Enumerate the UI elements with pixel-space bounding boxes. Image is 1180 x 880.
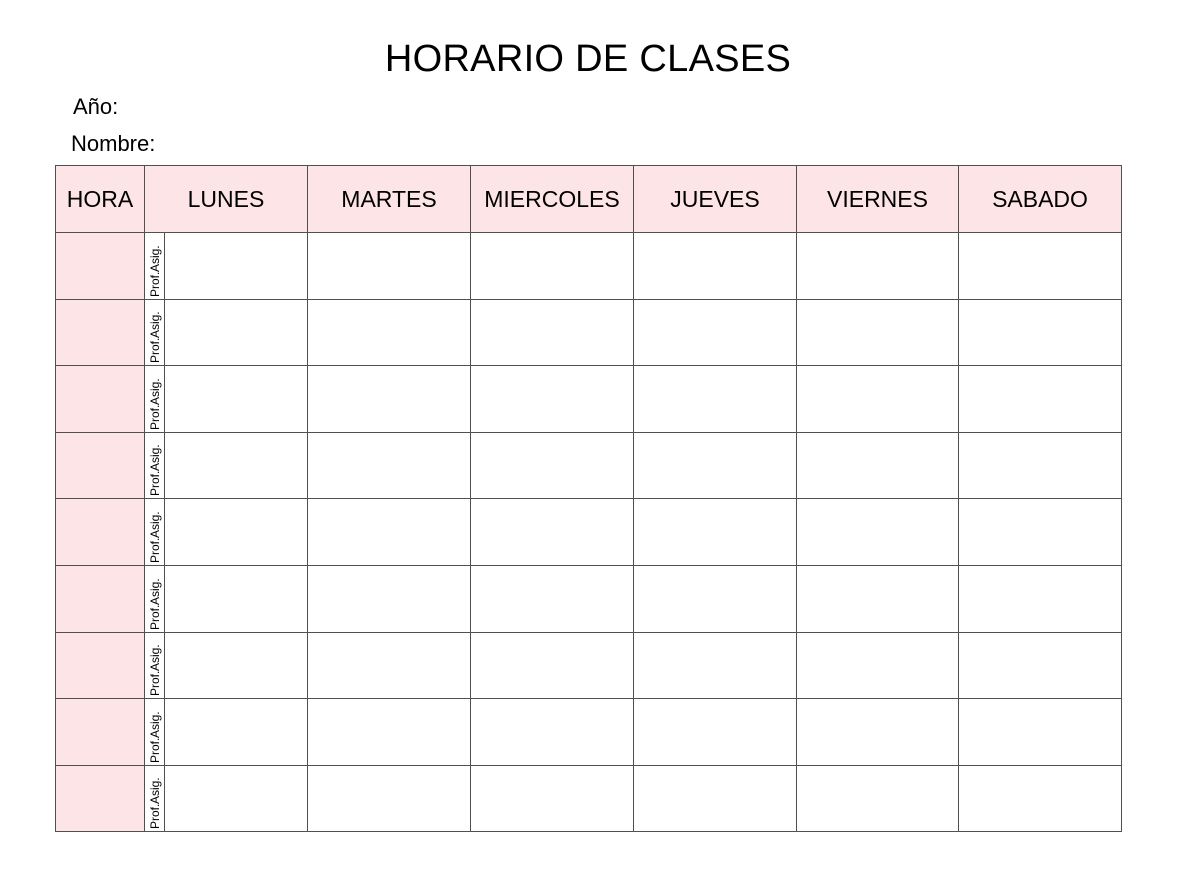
martes-cell[interactable] bbox=[308, 565, 471, 632]
prof-label: Prof. bbox=[148, 604, 162, 630]
sabado-cell[interactable] bbox=[959, 233, 1122, 300]
prof-label: Prof. bbox=[148, 271, 162, 297]
sabado-cell[interactable] bbox=[959, 299, 1122, 366]
schedule-row bbox=[56, 432, 1122, 499]
sabado-cell[interactable] bbox=[959, 699, 1122, 766]
sabado-cell[interactable] bbox=[959, 565, 1122, 632]
schedule-row bbox=[56, 233, 1122, 300]
miercoles-cell[interactable] bbox=[471, 765, 634, 832]
lunes-cell[interactable] bbox=[145, 432, 308, 499]
hour-cell[interactable] bbox=[56, 499, 145, 566]
miercoles-cell[interactable] bbox=[471, 299, 634, 366]
miercoles-cell[interactable] bbox=[471, 233, 634, 300]
header-martes: MARTES bbox=[308, 166, 471, 233]
prof-label: Prof. bbox=[148, 337, 162, 364]
hour-cell[interactable] bbox=[56, 632, 145, 699]
schedule-row bbox=[56, 299, 1122, 366]
martes-cell[interactable] bbox=[308, 632, 471, 699]
sabado-cell[interactable] bbox=[959, 366, 1122, 433]
martes-cell[interactable] bbox=[308, 299, 471, 366]
jueves-cell[interactable] bbox=[634, 632, 797, 699]
lunes-cell[interactable] bbox=[145, 765, 308, 832]
miercoles-cell[interactable] bbox=[471, 565, 634, 632]
asig-label: Asig. bbox=[148, 311, 162, 338]
jueves-cell[interactable] bbox=[634, 499, 797, 566]
header-miercoles: MIERCOLES bbox=[471, 166, 634, 233]
miercoles-cell[interactable] bbox=[471, 699, 634, 766]
miercoles-cell[interactable] bbox=[471, 499, 634, 566]
page-title: HORARIO DE CLASES bbox=[384, 38, 792, 80]
slot-label-strip bbox=[145, 566, 165, 632]
viernes-cell[interactable] bbox=[797, 233, 959, 300]
slot-label-strip bbox=[145, 233, 165, 299]
schedule-row bbox=[56, 632, 1122, 699]
hour-cell[interactable] bbox=[56, 432, 145, 499]
lunes-cell[interactable] bbox=[145, 366, 308, 433]
lunes-cell[interactable] bbox=[145, 565, 308, 632]
asig-label: Asig. bbox=[148, 577, 162, 605]
sabado-cell[interactable] bbox=[959, 765, 1122, 832]
hour-cell[interactable] bbox=[56, 366, 145, 433]
jueves-cell[interactable] bbox=[634, 565, 797, 632]
miercoles-cell[interactable] bbox=[471, 366, 634, 433]
schedule-row bbox=[56, 499, 1122, 566]
hour-cell[interactable] bbox=[56, 565, 145, 632]
slot-label-strip bbox=[145, 366, 165, 432]
martes-cell[interactable] bbox=[308, 366, 471, 433]
hour-cell[interactable] bbox=[56, 299, 145, 366]
viernes-cell[interactable] bbox=[797, 632, 959, 699]
prof-label: Prof. bbox=[148, 737, 162, 763]
sabado-cell[interactable] bbox=[959, 432, 1122, 499]
hour-cell[interactable] bbox=[56, 765, 145, 832]
slot-label-strip bbox=[145, 699, 165, 765]
asig-label: Asig. bbox=[148, 510, 162, 538]
header-lunes: LUNES bbox=[145, 166, 308, 233]
asig-label: Asig. bbox=[148, 644, 162, 671]
lunes-cell[interactable] bbox=[145, 699, 308, 766]
schedule-body bbox=[56, 233, 1122, 832]
schedule-row bbox=[56, 565, 1122, 632]
miercoles-cell[interactable] bbox=[471, 632, 634, 699]
slot-label-strip bbox=[145, 499, 165, 565]
slot-label-strip bbox=[145, 766, 165, 832]
prof-label: Prof. bbox=[148, 404, 162, 430]
martes-cell[interactable] bbox=[308, 233, 471, 300]
jueves-cell[interactable] bbox=[634, 699, 797, 766]
slot-label-strip bbox=[145, 300, 165, 366]
viernes-cell[interactable] bbox=[797, 366, 959, 433]
name-field-label: Nombre: bbox=[71, 131, 156, 156]
martes-cell[interactable] bbox=[308, 432, 471, 499]
viernes-cell[interactable] bbox=[797, 765, 959, 832]
header-jueves: JUEVES bbox=[634, 166, 797, 233]
viernes-cell[interactable] bbox=[797, 432, 959, 499]
schedule-row bbox=[56, 699, 1122, 766]
hour-cell[interactable] bbox=[56, 699, 145, 766]
schedule-row bbox=[56, 765, 1122, 832]
prof-label: Prof. bbox=[148, 471, 162, 497]
prof-label: Prof. bbox=[148, 804, 162, 830]
sabado-cell[interactable] bbox=[959, 499, 1122, 566]
lunes-cell[interactable] bbox=[145, 499, 308, 566]
header-hora: HORA bbox=[56, 166, 145, 233]
jueves-cell[interactable] bbox=[634, 765, 797, 832]
viernes-cell[interactable] bbox=[797, 499, 959, 566]
asig-label: Asig. bbox=[148, 777, 162, 804]
jueves-cell[interactable] bbox=[634, 366, 797, 433]
jueves-cell[interactable] bbox=[634, 299, 797, 366]
martes-cell[interactable] bbox=[308, 699, 471, 766]
sabado-cell[interactable] bbox=[959, 632, 1122, 699]
asig-label: Asig. bbox=[148, 377, 162, 405]
martes-cell[interactable] bbox=[308, 499, 471, 566]
lunes-cell[interactable] bbox=[145, 632, 308, 699]
asig-label: Asig. bbox=[148, 444, 162, 472]
martes-cell[interactable] bbox=[308, 765, 471, 832]
jueves-cell[interactable] bbox=[634, 233, 797, 300]
viernes-cell[interactable] bbox=[797, 299, 959, 366]
lunes-cell[interactable] bbox=[145, 299, 308, 366]
prof-label: Prof. bbox=[148, 670, 162, 697]
slot-label-strip bbox=[145, 433, 165, 499]
header-viernes: VIERNES bbox=[797, 166, 959, 233]
header-sabado: SABADO bbox=[959, 166, 1122, 233]
header-row bbox=[56, 166, 1122, 233]
viernes-cell[interactable] bbox=[797, 565, 959, 632]
slot-label-strip bbox=[145, 633, 165, 699]
schedule-table bbox=[55, 165, 1122, 832]
asig-label: Asig. bbox=[148, 244, 162, 272]
schedule-row bbox=[56, 366, 1122, 433]
asig-label: Asig. bbox=[148, 710, 162, 738]
hour-cell[interactable] bbox=[56, 233, 145, 300]
lunes-cell[interactable] bbox=[145, 233, 308, 300]
prof-label: Prof. bbox=[148, 537, 162, 563]
miercoles-cell[interactable] bbox=[471, 432, 634, 499]
viernes-cell[interactable] bbox=[797, 699, 959, 766]
jueves-cell[interactable] bbox=[634, 432, 797, 499]
year-field-label: Año: bbox=[73, 94, 119, 119]
